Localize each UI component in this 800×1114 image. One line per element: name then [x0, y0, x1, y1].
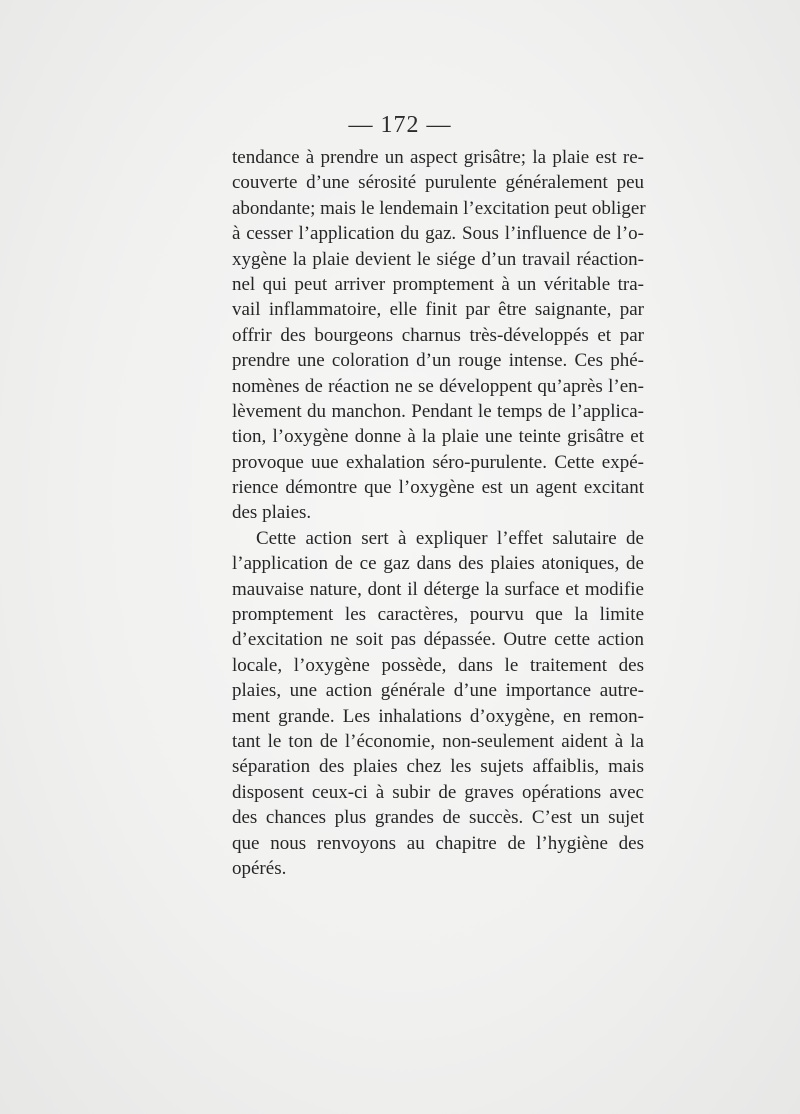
text-line: plaies, une action générale d’une importance autre-: [232, 680, 644, 702]
text-line: d’excitation ne soit pas dépassée. Outre cette action: [232, 629, 644, 651]
page-number: — 172 —: [348, 112, 452, 138]
text-line: séparation des plaies chez les sujets affaiblis, mais: [232, 756, 644, 778]
text-line: lèvement du manchon. Pendant le temps de l’applica-: [232, 400, 644, 422]
text-line: locale, l’oxygène possède, dans le traitement des: [232, 654, 644, 676]
text-line: nel qui peut arriver promptement à un véritable tra-: [232, 273, 644, 295]
text-line: tant le ton de l’économie, non-seulement aident à la: [232, 730, 644, 752]
text-line: provoque uue exhalation séro-purulente. Cette expé-: [232, 451, 644, 473]
paragraph-start-line: Cette action sert à expliquer l’effet salutaire de: [256, 527, 644, 549]
text-line: l’application de ce gaz dans des plaies atoniques, de: [232, 553, 644, 575]
text-line: ment grande. Les inhalations d’oxygène, en remon-: [232, 705, 644, 727]
text-line: promptement les caractères, pourvu que la limite: [232, 604, 644, 626]
text-line: xygène la plaie devient le siége d’un travail réaction-: [232, 248, 644, 270]
text-line: opérés.: [232, 857, 287, 879]
text-line: des chances plus grandes de succès. C’est un sujet: [232, 807, 644, 829]
text-line: tion, l’oxygène donne à la plaie une teinte grisâtre et: [232, 426, 644, 448]
text-line: à cesser l’application du gaz. Sous l’influence de l’o-: [232, 223, 644, 245]
text-line: que nous renvoyons au chapitre de l’hygiène des: [232, 832, 644, 854]
text-line: vail inflammatoire, elle finit par être saignante, par: [232, 299, 644, 321]
text-line: mauvaise nature, dont il déterge la surface et modifie: [232, 578, 644, 600]
text-line: tendance à prendre un aspect grisâtre; la plaie est re-: [232, 147, 644, 168]
body-text: [232, 145, 644, 881]
text-line: disposent ceux-ci à subir de graves opérations avec: [232, 781, 644, 803]
text-line: couverte d’une sérosité purulente généralement peu: [232, 172, 644, 194]
text-line: prendre une coloration d’un rouge intense. Ces phé-: [232, 350, 644, 372]
text-line: offrir des bourgeons charnus très-développés et par: [232, 324, 644, 346]
text-line: rience démontre que l’oxygène est un agent excitant: [232, 477, 644, 499]
text-line: nomènes de réaction ne se développent qu’après l’en-: [232, 375, 644, 397]
text-line: abondante; mais le lendemain l’excitation peut obliger: [232, 197, 646, 219]
text-line: des plaies.: [232, 502, 312, 524]
